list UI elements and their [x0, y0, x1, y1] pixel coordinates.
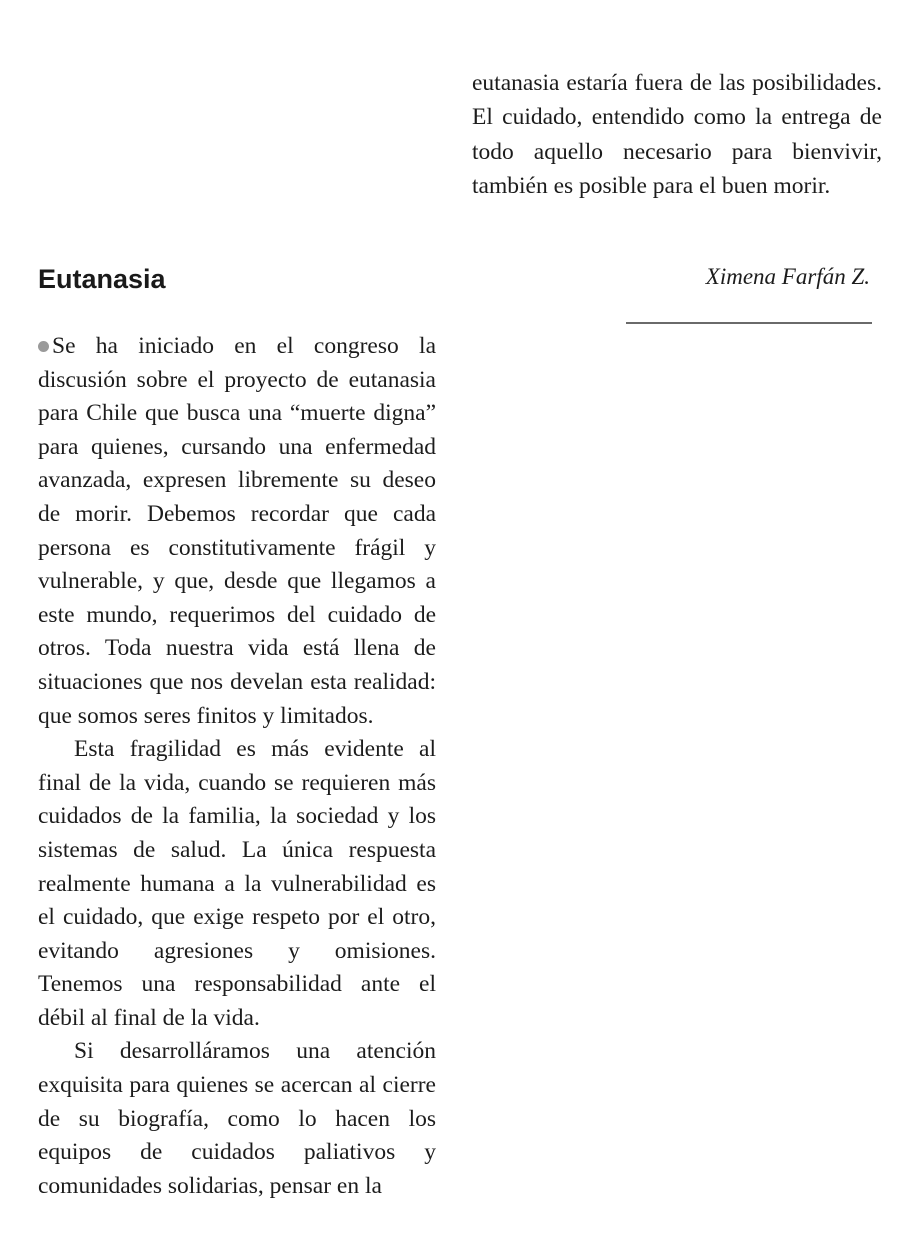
signature-divider	[626, 322, 872, 324]
paragraph-2: Esta fragilidad es más evidente al final de la vida, cuando se requieren más cuidados de la familia, la sociedad y los sistemas de salud. La única respuesta realmente humana a la vulnerabilidad es el cuidado, que exige respeto por el otro, evitando agresiones y omisiones. Tenemos una responsabilidad ante el débil al final de la vida.	[38, 736, 436, 1031]
letter-continuation	[460, 62, 886, 327]
continuation-text: eutanasia estaría fuera de las posibilidades. El cuidado, entendido como la entrega de todo aquello necesario para bienvivir, también es posible para el buen morir.	[472, 70, 882, 200]
paragraph-1	[38, 330, 436, 733]
paragraph-1-text: Se ha iniciado en el congreso la discusión sobre el proyecto de eutanasia para Chile que busca una “muerte digna” para quienes, cursando una enfermedad avanzada, expresen libremente su deseo de morir. Debemos recordar que cada persona es constitutivamente frágil y vulnerable, y que, desde que llegamos a este mundo, requerimos del cuidado de otros. Toda nuestra vida está llena de situaciones que nos develan esta realidad: que somos seres finitos y limitados.	[38, 333, 436, 729]
letter-body	[38, 330, 436, 1203]
letter-column	[0, 242, 446, 1242]
letter-heading: Eutanasia	[38, 264, 166, 294]
bullet-icon	[38, 341, 49, 352]
author-signature: Ximena Farfán Z.	[705, 264, 870, 289]
paragraph-3: Si desarrolláramos una atención exquisita para quienes se acercan al cierre de su biografía, como lo hacen los equipos de cuidados paliativos y comunidades solidarias, pensar en la	[38, 1038, 436, 1199]
